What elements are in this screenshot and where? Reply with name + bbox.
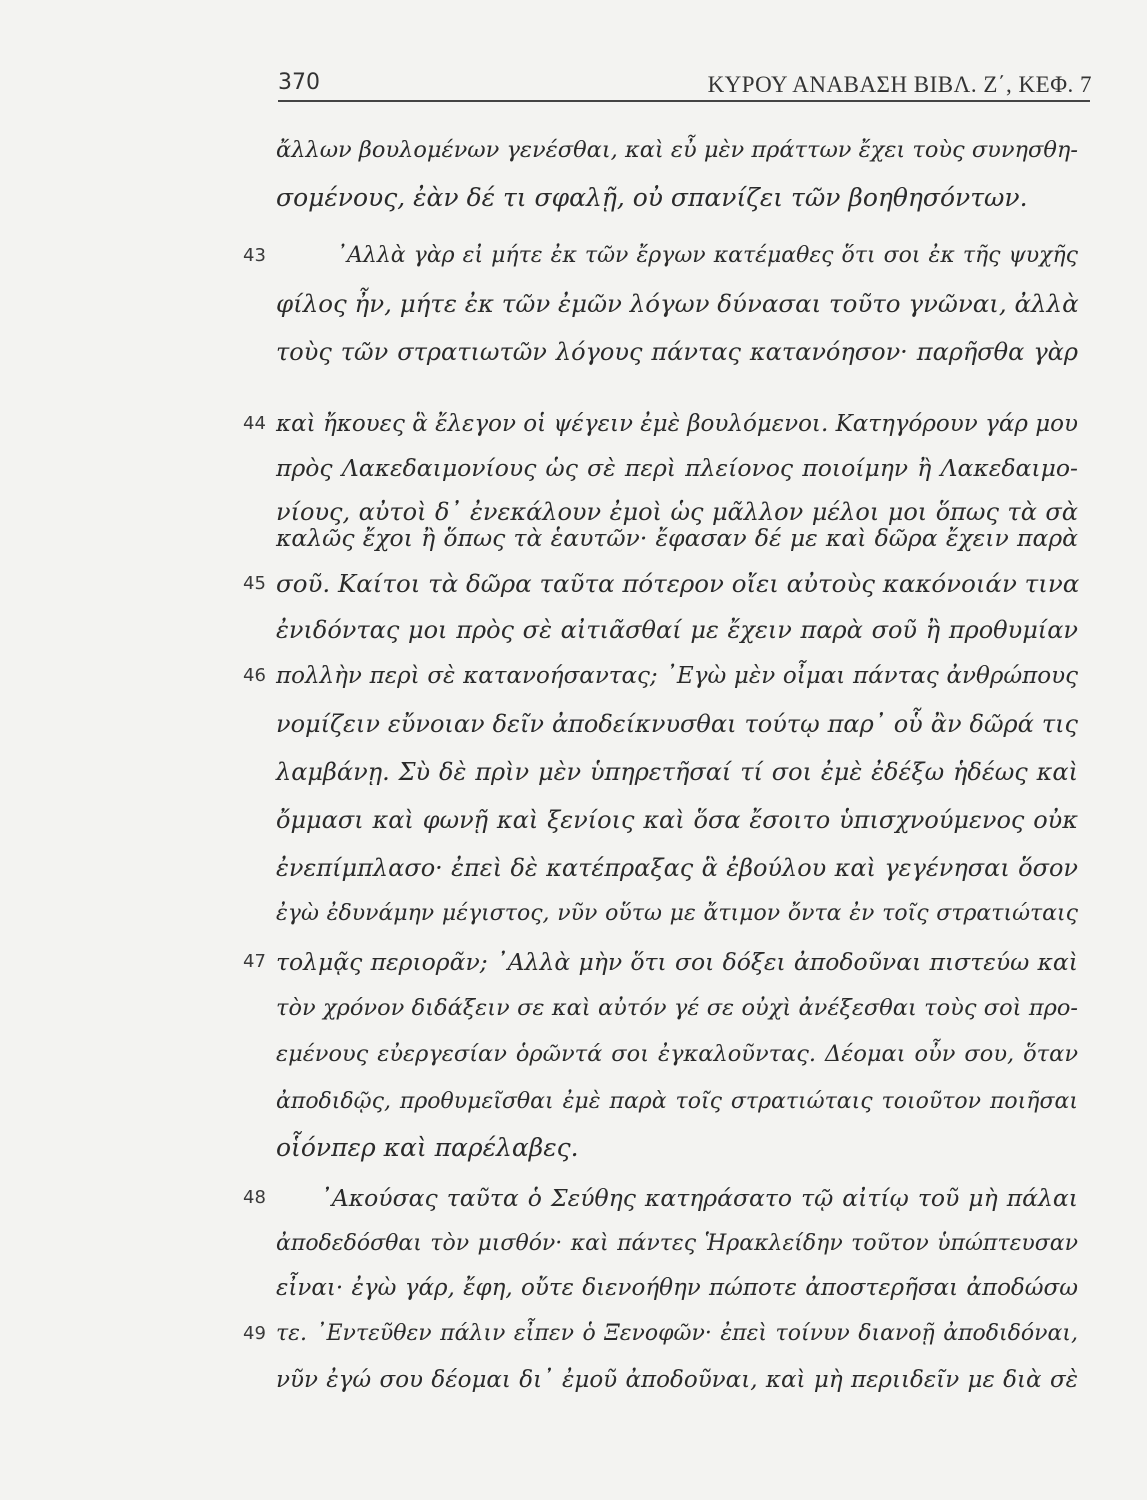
text-line: τε. ᾿Εντεῦθεν πάλιν εἶπεν ὁ Ξενοφῶν· ἐπεὶ τοίνυν διανοῇ ἀποδιδόναι, [276, 1321, 1078, 1346]
text-line: ἐγὼ ἐδυνάμην μέγιστος, νῦν οὕτω με ἄτιμον ὄντα ἐν τοῖς στρατιώταις [276, 901, 1078, 926]
text-line: νίους, αὐτοὶ δ᾿ ἐνεκάλουν ἐμοὶ ὡς μᾶλλον μέλοι μοι ὅπως τὰ σὰ [276, 498, 1078, 526]
section-number-48: 48 [243, 1187, 266, 1208]
text-line: ᾿Αλλὰ γὰρ εἰ μήτε ἐκ τῶν ἔργων κατέμαθες ὅτι σοι ἐκ τῆς ψυχῆς [336, 243, 1078, 268]
section-number-44: 44 [243, 413, 266, 434]
text-line: σομένους, ἐὰν δέ τι σφαλῇ, οὐ σπανίζει τῶν βοηθησόντων. [276, 183, 1028, 212]
page-header [278, 68, 1092, 108]
text-line: ὄμμασι καὶ φωνῇ καὶ ξενίοις καὶ ὅσα ἔσοιτο ὑπισχνούμενος οὐκ [276, 806, 1078, 834]
text-line: ἄλλων βουλομένων γενέσθαι, καὶ εὖ μὲν πράττων ἔχει τοὺς συνησθη- [276, 137, 1078, 163]
text-line: τοὺς τῶν στρατιωτῶν λόγους πάντας κατανόησον· παρῆσθα γὰρ [276, 338, 1078, 366]
header-rule [278, 100, 1090, 102]
text-line: νομίζειν εὔνοιαν δεῖν ἀποδείκνυσθαι τούτῳ παρ᾿ οὗ ἂν δῶρά τις [276, 710, 1078, 738]
text-line: εμένους εὐεργεσίαν ὁρῶντά σοι ἐγκαλοῦντας. Δέομαι οὖν σου, ὅταν [276, 1041, 1078, 1067]
text-line: καὶ ἤκουες ἃ ἔλεγον οἱ ψέγειν ἐμὲ βουλόμενοι. Κατηγόρουν γάρ μου [276, 411, 1078, 437]
text-line: ἐνιδόντας μοι πρὸς σὲ αἰτιᾶσθαί με ἔχειν παρὰ σοῦ ἢ προθυμίαν [276, 616, 1078, 644]
running-head: ΚΥΡΟΥ ΑΝΑΒΑΣΗ ΒΙΒΛ. Ζ΄, ΚΕΦ. 7 [707, 72, 1092, 97]
section-number-49: 49 [243, 1323, 266, 1344]
page-number: 370 [278, 70, 320, 95]
text-line: ἐνεπίμπλασο· ἐπεὶ δὲ κατέπραξας ἃ ἐβούλου καὶ γεγένησαι ὅσον [276, 854, 1078, 882]
section-number-43: 43 [243, 245, 266, 266]
text-line: πολλὴν περὶ σὲ κατανοήσαντας; ᾿Εγὼ μὲν οἶμαι πάντας ἀνθρώπους [276, 663, 1078, 689]
text-line: καλῶς ἔχοι ἢ ὅπως τὰ ἑαυτῶν· ἔφασαν δέ με καὶ δῶρα ἔχειν παρὰ [276, 524, 1078, 552]
section-number-45: 45 [243, 573, 266, 594]
text-line: ᾿Ακούσας ταῦτα ὁ Σεύθης κατηράσατο τῷ αἰτίῳ τοῦ μὴ πάλαι [320, 1184, 1078, 1212]
text-line: πρὸς Λακεδαιμονίους ὡς σὲ περὶ πλείονος ποιοίμην ἢ Λακεδαιμο- [276, 454, 1078, 482]
text-line: εἶναι· ἐγὼ γάρ, ἔφη, οὔτε διενοήθην πώποτε ἀποστερῆσαι ἀποδώσω [276, 1275, 1078, 1301]
text-line: φίλος ἦν, μήτε ἐκ τῶν ἐμῶν λόγων δύνασαι τοῦτο γνῶναι, ἀλλὰ [276, 289, 1079, 318]
text-line: λαμβάνῃ. Σὺ δὲ πρὶν μὲν ὑπηρετῆσαί τί σοι ἐμὲ ἐδέξω ἡδέως καὶ [276, 758, 1078, 786]
section-number-46: 46 [243, 665, 266, 686]
text-line: νῦν ἐγώ σου δέομαι δι᾿ ἐμοῦ ἀποδοῦναι, καὶ μὴ περιιδεῖν με διὰ σὲ [276, 1367, 1078, 1393]
text-line: ἀποδεδόσθαι τὸν μισθόν· καὶ πάντες Ἡρακλείδην τοῦτον ὑπώπτευσαν [276, 1231, 1078, 1256]
text-line: σοῦ. Καίτοι τὰ δῶρα ταῦτα πότερον οἴει αὐτοὺς κακόνοιάν τινα [276, 569, 1080, 598]
text-line: οἷόνπερ καὶ παρέλαβες. [276, 1133, 579, 1162]
text-line: τὸν χρόνον διδάξειν σε καὶ αὐτόν γέ σε οὐχὶ ἀνέξεσθαι τοὺς σοὶ προ- [276, 995, 1078, 1021]
text-line: ἀποδιδῷς, προθυμεῖσθαι ἐμὲ παρὰ τοῖς στρατιώταις τοιοῦτον ποιῆσαι [276, 1089, 1078, 1114]
text-line: τολμᾷς περιορᾶν; ᾿Αλλὰ μὴν ὅτι σοι δόξει ἀποδοῦναι πιστεύω καὶ [276, 948, 1078, 976]
section-number-47: 47 [243, 951, 266, 972]
